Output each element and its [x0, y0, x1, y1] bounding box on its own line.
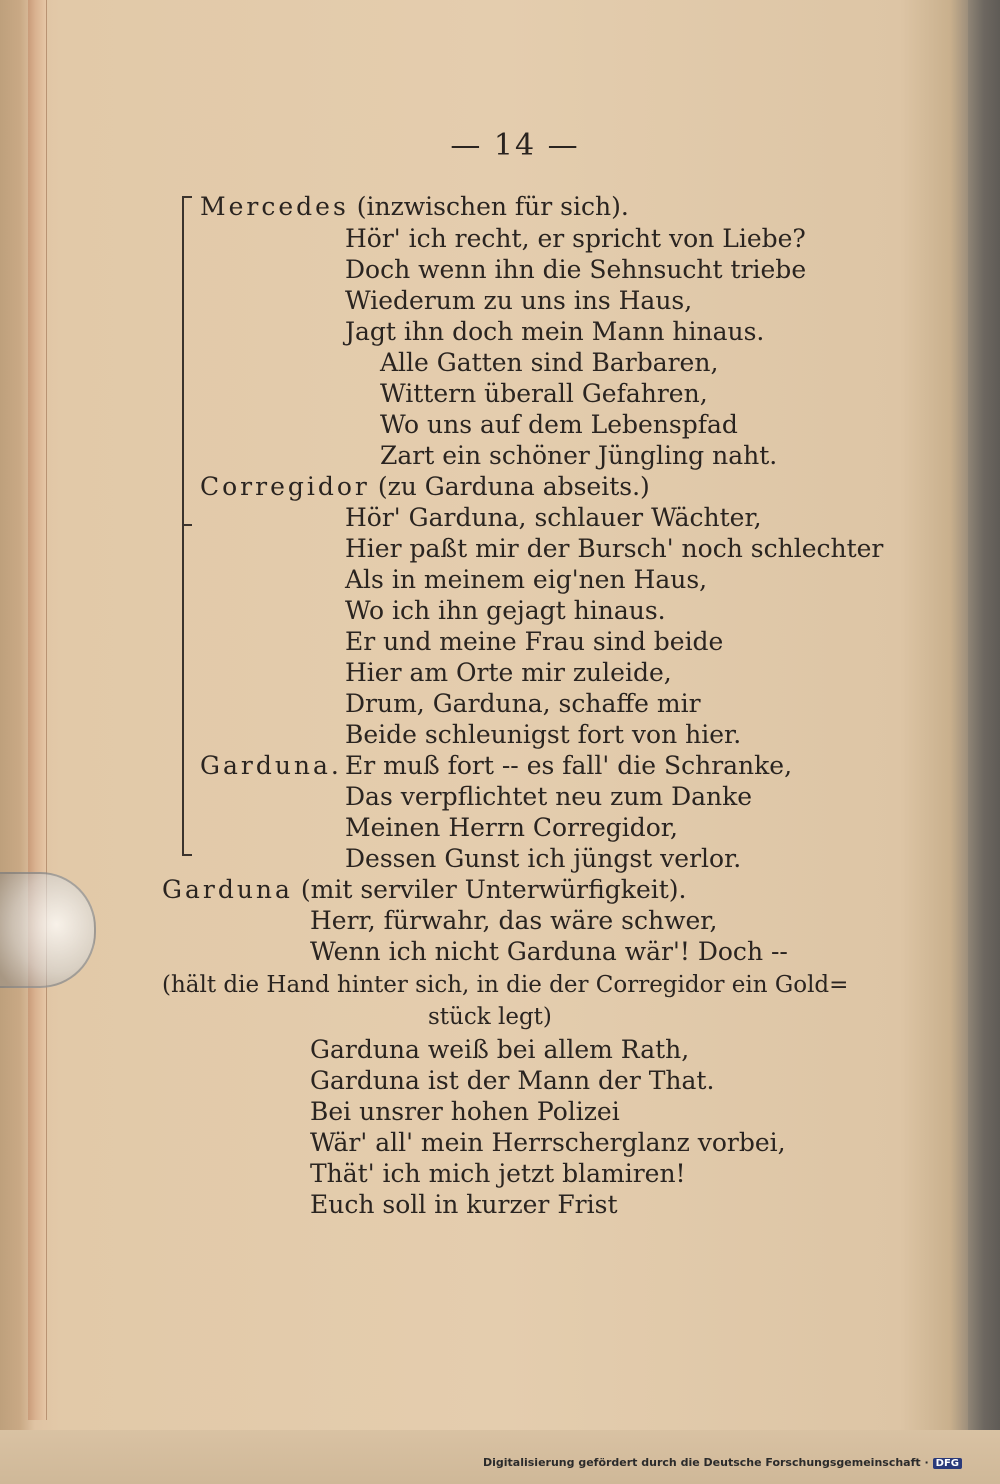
text-line: Bei unsrer hohen Polizei [310, 1097, 620, 1126]
text-line: Drum, Garduna, schaffe mir [345, 689, 701, 718]
stage-direction: (inzwischen für sich). [348, 192, 629, 221]
bracket-tick-top [182, 196, 192, 198]
text-line: Jagt ihn doch mein Mann hinaus. [345, 317, 765, 346]
text-line: Das verpflichtet neu zum Danke [345, 782, 753, 811]
text-line: Herr, fürwahr, das wäre schwer, [310, 906, 718, 935]
speaker-name: Mercedes [200, 192, 349, 221]
text-line [200, 751, 792, 781]
text-line: Thät' ich mich jetzt blamiren! [310, 1159, 686, 1188]
text-line: Hör' ich recht, er spricht von Liebe? [345, 224, 806, 253]
stage-direction-line: (hält die Hand hinter sich, in die der Corregidor ein Gold= [162, 972, 849, 998]
stage-direction-line: stück legt) [428, 1004, 552, 1030]
text-line [200, 192, 629, 222]
text-line: Wenn ich nicht Garduna wär'! Doch -- [310, 937, 788, 966]
page-number: — 14 — [450, 128, 580, 163]
text-line: Wo ich ihn gejagt hinaus. [345, 596, 666, 625]
text-line: Zart ein schöner Jüngling naht. [380, 441, 778, 470]
stage-direction: (mit serviler Unterwürfigkeit). [292, 875, 687, 904]
text-line: Hier am Orte mir zuleide, [345, 658, 672, 687]
text-line: Wär' all' mein Herrscherglanz vorbei, [310, 1128, 786, 1157]
text-line: Dessen Gunst ich jüngst verlor. [345, 844, 742, 873]
text-line: Euch soll in kurzer Frist [310, 1190, 618, 1219]
text-line: Hier paßt mir der Bursch' noch schlechter [345, 534, 884, 563]
text-line: Doch wenn ihn die Sehnsucht triebe [345, 255, 807, 284]
speaker-name: Corregidor [200, 472, 370, 501]
text-line: Beide schleunigst fort von hier. [345, 720, 742, 749]
text-line [162, 875, 687, 905]
dialogue-bracket [182, 196, 196, 856]
stage-direction: (zu Garduna abseits.) [369, 472, 650, 501]
text-line: Wittern überall Gefahren, [380, 379, 708, 408]
text-line: Wiederum zu uns ins Haus, [345, 286, 693, 315]
dfg-logo-icon: DFG [933, 1458, 962, 1469]
text-line: Als in meinem eig'nen Haus, [345, 565, 708, 594]
text-line: Alle Gatten sind Barbaren, [380, 348, 719, 377]
text-line: Er und meine Frau sind beide [345, 627, 724, 656]
speaker-name: Garduna. [200, 751, 342, 780]
text-line [200, 472, 650, 502]
bracket-tick-bottom [182, 854, 192, 856]
text-line: Wo uns auf dem Lebenspfad [380, 410, 738, 439]
bracket-tick-middle [182, 524, 192, 526]
speaker-name: Garduna [162, 875, 293, 904]
text-line: Garduna weiß bei allem Rath, [310, 1035, 690, 1064]
text-line: Hör' Garduna, schlauer Wächter, [345, 503, 762, 532]
footer-text: Digitalisierung gefördert durch die Deutsche Forschungsgemeinschaft · [482, 1456, 929, 1469]
text-line: Meinen Herrn Corregidor, [345, 813, 678, 842]
digitization-footer [483, 1456, 962, 1469]
text-line: Garduna ist der Mann der That. [310, 1066, 715, 1095]
verse-text: Er muß fort -- es fall' die Schranke, [345, 751, 793, 780]
